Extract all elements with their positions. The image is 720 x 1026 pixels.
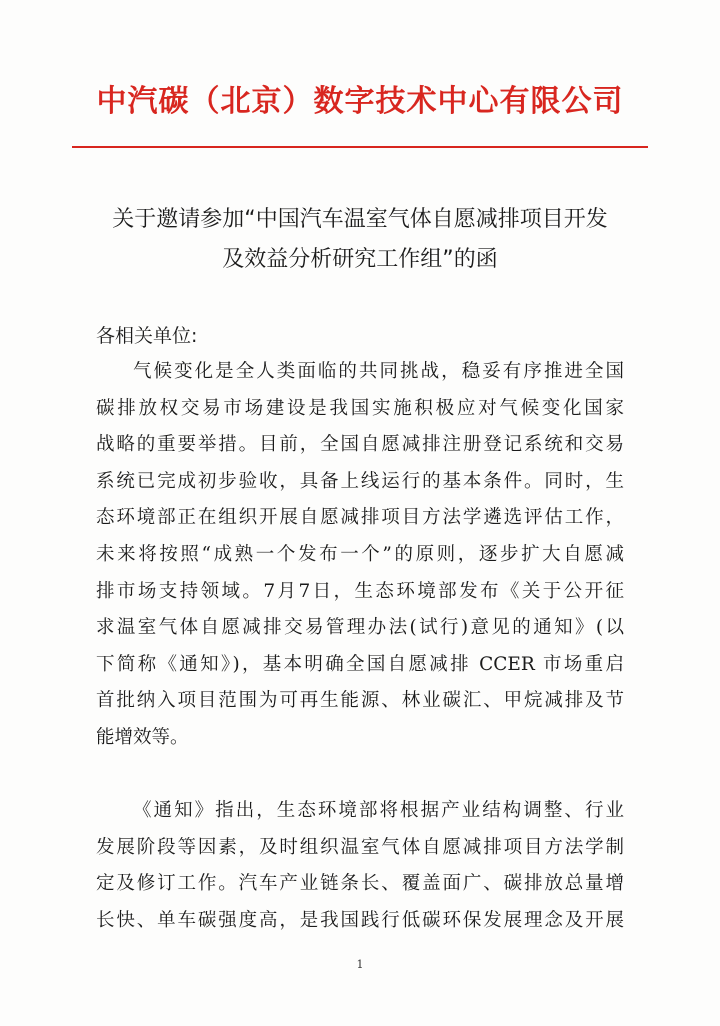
document-title [70, 200, 650, 280]
paragraph-line: 求温室气体自愿减排交易管理办法(试行)意见的通知》(以 [96, 617, 624, 639]
paragraph-line: 系统已完成初步验收，具备上线运行的基本条件。同时，生 [96, 470, 624, 492]
body-paragraph-2 [96, 793, 624, 939]
paragraph-line: 首批纳入项目范围为可再生能源、林业碳汇、甲烷减排及节 [96, 690, 624, 712]
salutation: 各相关单位: [96, 325, 198, 347]
paragraph-line: 未来将按照“成熟一个发布一个”的原则，逐步扩大自愿减 [96, 543, 624, 565]
paragraph-line: 发展阶段等因素，及时组织温室气体自愿减排项目方法学制 [96, 836, 624, 858]
title-line: 关于邀请参加“中国汽车温室气体自愿减排项目开发 [112, 207, 608, 232]
paragraph-line: 战略的重要举措。目前，全国自愿减排注册登记系统和交易 [96, 434, 624, 456]
paragraph-line: 碳排放权交易市场建设是我国实施积极应对气候变化国家 [96, 397, 624, 419]
body-paragraph-1 [96, 354, 624, 757]
header-divider [72, 146, 648, 148]
paragraph-line: 态环境部正在组织开展自愿减排项目方法学遴选评估工作， [96, 507, 624, 529]
paragraph-line: 定及修订工作。汽车产业链条长、覆盖面广、碳排放总量增 [96, 873, 624, 895]
page-number: 1 [356, 958, 364, 971]
paragraph-line: 气候变化是全人类面临的共同挑战，稳妥有序推进全国 [133, 361, 624, 382]
paragraph-line: 能增效等。 [96, 726, 189, 748]
paragraph-line: 排市场支持领域。7月7日，生态环境部发布《关于公开征 [96, 580, 624, 602]
title-line: 及效益分析研究工作组”的函 [222, 247, 498, 272]
organization-header: 中汽碳（北京）数字技术中心有限公司 [96, 84, 624, 119]
paragraph-line: 《通知》指出，生态环境部将根据产业结构调整、行业 [133, 800, 624, 821]
paragraph-line: 下简称《通知》)，基本明确全国自愿减排 CCER 市场重启 [96, 653, 624, 675]
paragraph-line: 长快、单车碳强度高，是我国践行低碳环保发展理念及开展 [96, 909, 624, 931]
